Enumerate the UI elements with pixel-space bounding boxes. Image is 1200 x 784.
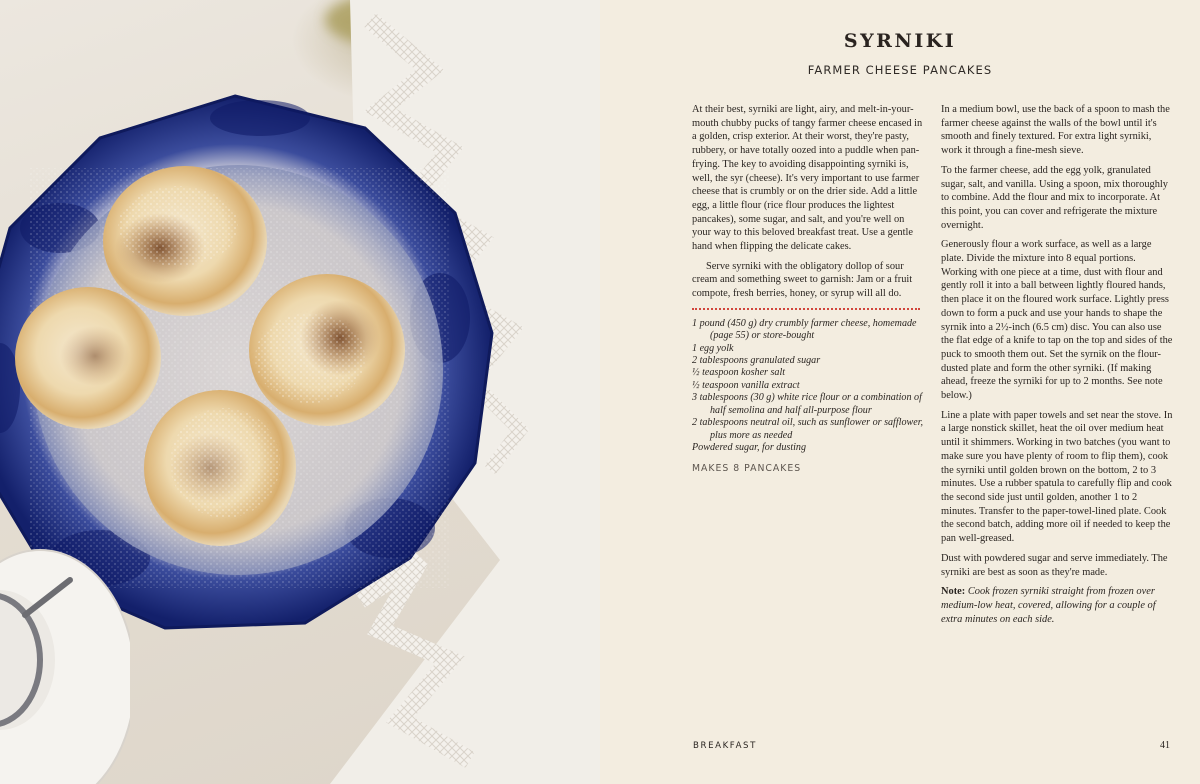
ingredient-item: 1 egg yolk <box>692 342 734 354</box>
note-label: Note: <box>941 586 966 598</box>
ingredients-list <box>692 318 924 454</box>
method-step: In a medium bowl, use the back of a spoon to mash the farmer cheese against the walls of the bowl until it's smooth and finely textured. For extra light syrniki, work it through a fine-mesh sieve. <box>941 104 1170 157</box>
method-step: Dust with powdered sugar and serve immediately. The syrniki are best as soon as they're made. <box>941 552 1168 578</box>
intro-paragraph: Serve syrniki with the obligatory dollop of sour cream and something sweet to garnish: Jam or a fruit compote, fresh berries, honey, or syrup will all do. <box>692 260 913 300</box>
dotted-divider <box>692 308 920 310</box>
sugar-saucer <box>0 540 130 784</box>
ingredient-item: 2 tablespoons granulated sugar <box>692 355 821 367</box>
page-number: 41 <box>1160 740 1170 751</box>
right-column <box>941 103 1173 632</box>
ingredient-item: 1 pound (450 g) dry crumbly farmer cheese, homemade (page 55) or store-bought <box>692 317 917 342</box>
recipe-page <box>600 0 1200 784</box>
running-footer-section: BREAKFAST <box>693 741 757 751</box>
ingredient-item: ½ teaspoon kosher salt <box>692 367 786 379</box>
ingredient-item: Powdered sugar, for dusting <box>692 441 807 453</box>
ingredient-item: 2 tablespoons neutral oil, such as sunflower or safflower, plus more as needed <box>692 417 924 441</box>
recipe-subtitle: FARMER CHEESE PANCAKES <box>807 63 993 77</box>
recipe-title: SYRNIKI <box>843 30 957 52</box>
method-step: To the farmer cheese, add the egg yolk, granulated sugar, salt, and vanilla. Using a spoon, mix thoroughly to combine. Add the flour and mix to incorporate. At this point, you can cover and refrigerate the mixture overnight. <box>941 164 1168 231</box>
ingredient-item: 3 tablespoons (30 g) white rice flour or a combination of half semolina and half all-purpose flour <box>692 392 922 416</box>
left-column <box>692 103 924 476</box>
intro-paragraph: At their best, syrniki are light, airy, and melt-in-your-mouth chubby pucks of tangy farmer cheese encased in a golden, crisp exterior. At their worst, they're pasty, rubbery, or have totally oozed into a puddle when pan-frying. The key to avoiding disappointing syrniki is, well, the syr (cheese). It's very important to use farmer cheese that is crumbly or on the drier side. Add a little egg, a little flour (rice flour produces the lightest pancakes), some sugar, and salt, and you're well on your way to this beloved breakfast treat. Use a gentle hand when flipping the delicate cakes. <box>692 104 923 253</box>
recipe-yield: MAKES 8 PANCAKES <box>692 463 802 475</box>
note-text: Cook frozen syrniki straight from frozen over medium-low heat, covered, allowing for a couple of extra minutes on each side. <box>941 586 1156 625</box>
method-step: Line a plate with paper towels and set near the stove. In a large nonstick skillet, heat the oil over medium heat until it shimmers. Working in two batches (you want to make sure you have plenty of room to flip them), cook the syrniki until golden brown on the bottom, 2 to 3 minutes. Use a rubber spatula to carefully flip and cook the second side just until golden, another 1 to 2 minutes. Transfer to the paper-towel-lined plate. Cook the second batch, adding more oil if needed to keep the pan well-greased. <box>941 409 1173 545</box>
method-step: Generously flour a work surface, as well as a large plate. Divide the mixture into 8 equal portions. Working with one piece at a time, dust with flour and gently roll it into a ball between lightly floured hands, then place it on the floured work surface. Lightly press down to form a puck and use your hands to shape the syrnik into a 2½-inch (6.5 cm) disc. You can also use the flat edge of a knife to tap on the top and sides of the puck to smooth them out. Set the syrnik on the flour-dusted plate and form the other syrniki. (If making ahead, freeze the syrniki for up to 2 months. See note below.) <box>941 239 1173 402</box>
ingredient-item: ½ teaspoon vanilla extract <box>692 379 800 391</box>
recipe-note <box>941 585 1173 626</box>
